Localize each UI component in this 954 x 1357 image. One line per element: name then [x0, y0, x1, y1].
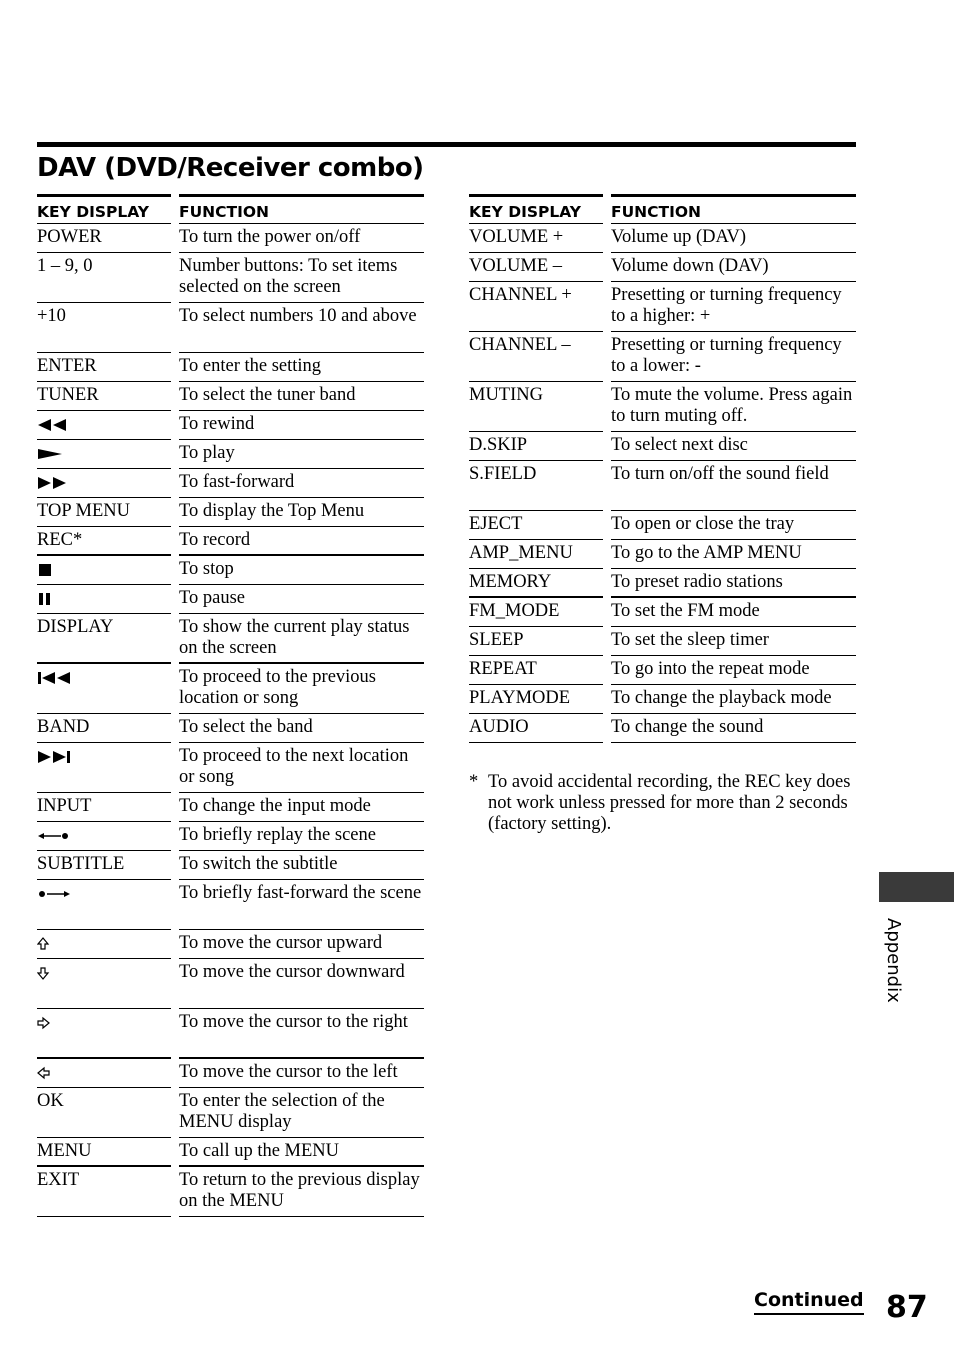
function-cell: To pause	[179, 585, 424, 614]
function-cell: To briefly replay the scene	[179, 822, 424, 851]
footnote-text: To avoid accidental recording, the REC key does not work unless pressed for more than 2 seconds (factory setting).	[488, 772, 851, 834]
function-cell: To open or close the tray	[611, 511, 856, 540]
table-row	[37, 1059, 424, 1088]
key-display-cell: CHANNEL –	[469, 332, 603, 382]
function-cell: To enter the selection of the MENU display	[179, 1088, 424, 1138]
function-cell: To move the cursor to the left	[179, 1059, 424, 1088]
table-row	[37, 527, 424, 556]
table-row	[37, 411, 424, 440]
function-cell: To turn on/off the sound field	[611, 461, 856, 511]
table-row	[469, 282, 856, 332]
table-row	[37, 1088, 424, 1138]
table-row	[37, 224, 424, 253]
table-row	[37, 498, 424, 527]
table-row	[37, 556, 424, 585]
function-cell: Number buttons: To set items selected on the screen	[179, 253, 424, 303]
rewind-icon	[37, 418, 67, 432]
cursor-up-icon	[37, 937, 67, 951]
key-display-cell: PLAYMODE	[469, 685, 603, 714]
key-display-cell	[37, 959, 171, 1009]
cursor-right-icon	[37, 1016, 67, 1030]
table-row	[37, 851, 424, 880]
function-cell: To mute the volume. Press again to turn muting off.	[611, 382, 856, 432]
table-row	[469, 382, 856, 432]
table-row	[37, 714, 424, 743]
table-row	[37, 303, 424, 353]
key-display-cell	[37, 1059, 171, 1088]
key-display-cell: S.FIELD	[469, 461, 603, 511]
key-display-cell: VOLUME +	[469, 224, 603, 253]
key-display-cell: DISPLAY	[37, 614, 171, 664]
function-cell: To briefly fast-forward the scene	[179, 880, 424, 930]
key-display-cell: TOP MENU	[37, 498, 171, 527]
key-display-cell	[37, 440, 171, 469]
key-display-cell	[37, 411, 171, 440]
table-row	[37, 1009, 424, 1059]
table-row	[469, 253, 856, 282]
function-cell: To change the playback mode	[611, 685, 856, 714]
function-cell: To switch the subtitle	[179, 851, 424, 880]
key-display-cell: AUDIO	[469, 714, 603, 743]
function-cell: To change the input mode	[179, 793, 424, 822]
function-cell: To preset radio stations	[611, 569, 856, 598]
function-cell: To enter the setting	[179, 353, 424, 382]
title-rule	[37, 142, 856, 147]
instant-replay-icon	[37, 829, 73, 843]
key-display-cell: +10	[37, 303, 171, 353]
stop-icon	[37, 563, 67, 577]
key-display-cell: CHANNEL +	[469, 282, 603, 332]
table-row	[37, 469, 424, 498]
key-display-cell: MUTING	[469, 382, 603, 432]
key-display-cell: EJECT	[469, 511, 603, 540]
function-cell: Volume down (DAV)	[611, 253, 856, 282]
table-row	[469, 511, 856, 540]
key-display-cell: VOLUME –	[469, 253, 603, 282]
key-display-cell: REC*	[37, 527, 171, 556]
function-cell: Presetting or turning frequency to a higher: +	[611, 282, 856, 332]
instant-advance-icon	[37, 887, 73, 901]
fast-forward-icon	[37, 476, 67, 490]
table-row	[469, 461, 856, 511]
function-cell: To select the band	[179, 714, 424, 743]
key-display-cell: SLEEP	[469, 627, 603, 656]
pause-icon	[37, 592, 67, 606]
footnote-mark: *	[469, 772, 479, 792]
key-display-cell: MENU	[37, 1138, 171, 1167]
function-cell: To display the Top Menu	[179, 498, 424, 527]
table-row	[469, 598, 856, 627]
function-cell: To return to the previous display on the MENU	[179, 1167, 424, 1217]
function-cell: To turn the power on/off	[179, 224, 424, 253]
table-row	[37, 440, 424, 469]
key-display-cell: AMP_MENU	[469, 540, 603, 569]
table-row	[469, 332, 856, 382]
table-header	[37, 194, 424, 224]
table-row	[469, 540, 856, 569]
function-cell: To select numbers 10 and above	[179, 303, 424, 353]
table-row	[37, 930, 424, 959]
function-cell: To move the cursor upward	[179, 930, 424, 959]
table-row	[37, 743, 424, 793]
key-display-header: KEY DISPLAY	[469, 194, 603, 224]
table-row	[37, 822, 424, 851]
key-display-cell	[37, 880, 171, 930]
section-tab-marker	[879, 872, 954, 902]
function-header: FUNCTION	[611, 194, 856, 224]
table-row	[37, 253, 424, 303]
key-display-cell: ENTER	[37, 353, 171, 382]
function-cell: To set the sleep timer	[611, 627, 856, 656]
key-display-cell	[37, 556, 171, 585]
function-cell: To play	[179, 440, 424, 469]
table-row	[37, 1167, 424, 1217]
function-cell: Volume up (DAV)	[611, 224, 856, 253]
left-key-table	[37, 194, 424, 1217]
function-cell: To rewind	[179, 411, 424, 440]
function-cell: To go to the AMP MENU	[611, 540, 856, 569]
table-row	[37, 664, 424, 714]
key-display-cell: INPUT	[37, 793, 171, 822]
function-cell: To set the FM mode	[611, 598, 856, 627]
footnote	[469, 772, 859, 835]
key-display-cell	[37, 743, 171, 793]
table-row	[469, 224, 856, 253]
table-row	[37, 382, 424, 411]
table-row	[37, 614, 424, 664]
key-display-cell: SUBTITLE	[37, 851, 171, 880]
key-display-cell: FM_MODE	[469, 598, 603, 627]
function-cell: To show the current play status on the screen	[179, 614, 424, 664]
table-row	[469, 432, 856, 461]
key-display-cell	[37, 822, 171, 851]
page-number: 87	[886, 1290, 928, 1325]
key-display-cell: TUNER	[37, 382, 171, 411]
key-display-cell: 1 – 9, 0	[37, 253, 171, 303]
table-row	[37, 585, 424, 614]
key-display-cell: OK	[37, 1088, 171, 1138]
key-display-cell	[37, 664, 171, 714]
next-icon	[37, 750, 73, 764]
function-cell: Presetting or turning frequency to a lower: -	[611, 332, 856, 382]
key-display-cell	[37, 585, 171, 614]
key-display-cell: REPEAT	[469, 656, 603, 685]
table-row	[37, 353, 424, 382]
function-cell: To move the cursor downward	[179, 959, 424, 1009]
cursor-left-icon	[37, 1066, 67, 1080]
function-cell: To proceed to the previous location or song	[179, 664, 424, 714]
table-row	[469, 656, 856, 685]
function-cell: To stop	[179, 556, 424, 585]
function-header: FUNCTION	[179, 194, 424, 224]
key-display-cell: EXIT	[37, 1167, 171, 1217]
section-side-label: Appendix	[883, 918, 904, 1003]
continued-label: Continued	[754, 1288, 864, 1315]
page-title: DAV (DVD/Receiver combo)	[37, 153, 424, 183]
table-row	[469, 627, 856, 656]
table-header	[469, 194, 856, 224]
key-display-cell: POWER	[37, 224, 171, 253]
function-cell: To move the cursor to the right	[179, 1009, 424, 1059]
table-row	[37, 1138, 424, 1167]
play-icon	[37, 447, 67, 461]
function-cell: To call up the MENU	[179, 1138, 424, 1167]
key-display-cell: BAND	[37, 714, 171, 743]
function-cell: To go into the repeat mode	[611, 656, 856, 685]
function-cell: To record	[179, 527, 424, 556]
function-cell: To change the sound	[611, 714, 856, 743]
previous-icon	[37, 671, 73, 685]
key-display-cell	[37, 469, 171, 498]
key-display-cell	[37, 930, 171, 959]
table-row	[469, 685, 856, 714]
function-cell: To fast-forward	[179, 469, 424, 498]
function-cell: To proceed to the next location or song	[179, 743, 424, 793]
table-row	[37, 793, 424, 822]
table-row	[37, 880, 424, 930]
key-display-header: KEY DISPLAY	[37, 194, 171, 224]
table-row	[37, 959, 424, 1009]
right-key-table	[469, 194, 856, 743]
function-cell: To select the tuner band	[179, 382, 424, 411]
function-cell: To select next disc	[611, 432, 856, 461]
table-row	[469, 714, 856, 743]
cursor-down-icon	[37, 966, 67, 980]
key-display-cell: MEMORY	[469, 569, 603, 598]
table-row	[469, 569, 856, 598]
key-display-cell	[37, 1009, 171, 1059]
key-display-cell: D.SKIP	[469, 432, 603, 461]
